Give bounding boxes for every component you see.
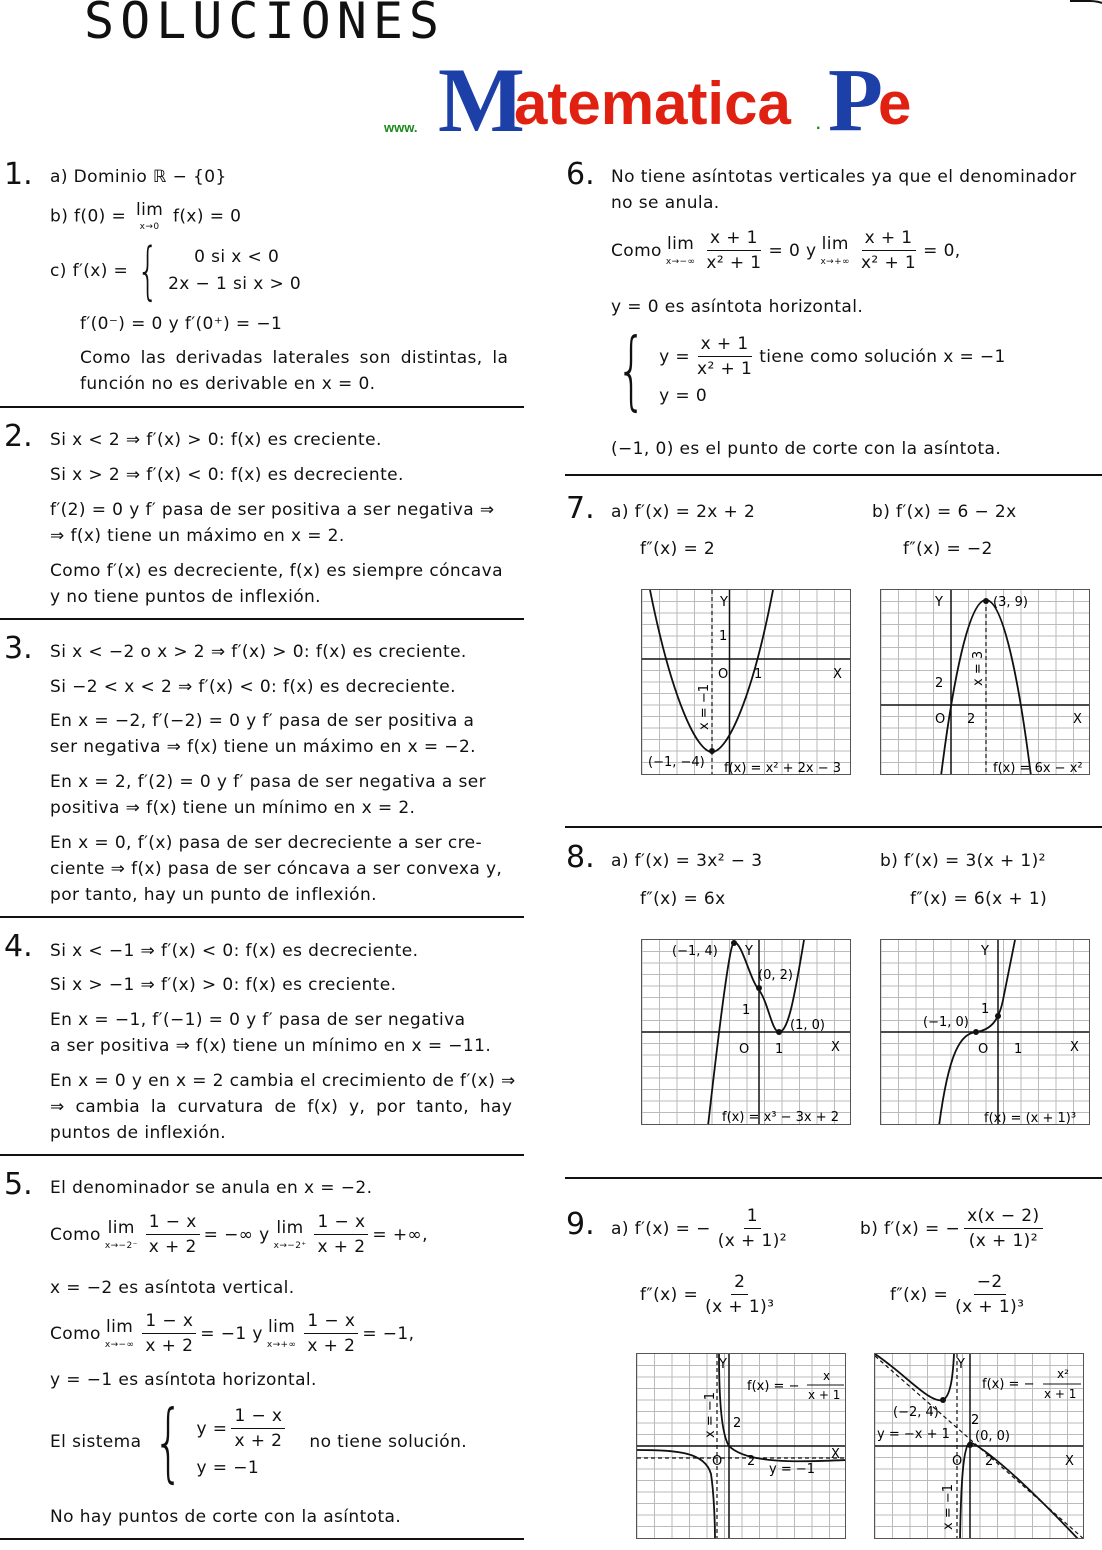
graph-8a — [641, 939, 851, 1125]
s7-a2: f″(x) = 2 — [640, 539, 716, 559]
separator — [565, 826, 1102, 828]
tick-label-x: 2 — [967, 712, 976, 727]
s3-l3: En x = −2, f′(−2) = 0 y f′ pasa de ser positiva a — [50, 711, 475, 731]
post-text: = 0, — [923, 240, 961, 261]
system-result: tiene como solución x = −1 — [759, 346, 1006, 367]
s4-l2: Si x > −1 ⇒ f′(x) > 0: f(x) es creciente. — [50, 975, 397, 995]
separator — [565, 1177, 1102, 1179]
mid-text: = −∞ y — [203, 1224, 270, 1245]
lim-sub: x→−∞ — [665, 256, 696, 267]
s3-l6: positiva ⇒ f(x) tiene un mínimo en x = 2. — [50, 798, 416, 818]
lim-word: lim — [276, 1218, 304, 1239]
tick-label-y: 2 — [971, 1413, 980, 1428]
s6-l3: y = 0 es asíntota horizontal. — [611, 297, 864, 317]
denominator: x + 2 — [307, 1336, 356, 1357]
denominator: x² + 1 — [697, 359, 753, 380]
exercise-number-8: 8. — [566, 840, 595, 875]
numerator: x + 1 — [698, 334, 752, 357]
y-equals: y = — [659, 346, 691, 367]
s5-system — [50, 1391, 468, 1492]
deriv-pre: a) f′(x) = − — [611, 1218, 711, 1239]
lim-sub: x→−2⁻ — [104, 1240, 138, 1251]
system-row-2: y = −1 — [196, 1457, 260, 1478]
limit — [820, 234, 850, 267]
asymptote-label: x = 3 — [971, 650, 986, 686]
s4-l6: ⇒ cambia la curvatura de f(x) y, por tanto, hay — [50, 1097, 513, 1117]
s8-b1: b) f′(x) = 3(x + 1)² — [880, 851, 1046, 871]
como-text: Como — [50, 1224, 101, 1245]
graph-8b — [880, 939, 1090, 1125]
s4-l3: En x = −1, f′(−1) = 0 y f′ pasa de ser negativa — [50, 1010, 466, 1030]
s3-l1: Si x < −2 o x > 2 ⇒ f′(x) > 0: f(x) es creciente. — [50, 642, 467, 662]
y-axis-label: Y — [981, 944, 989, 959]
s7-b2: f″(x) = −2 — [903, 539, 993, 559]
s4-l7: puntos de inflexión. — [50, 1123, 227, 1143]
s1-c-case2: 2x − 1 si x > 0 — [168, 273, 302, 294]
mid-text: = −1 y — [200, 1323, 263, 1344]
s3-l5: En x = 2, f′(2) = 0 y f′ pasa de ser negativa a ser — [50, 772, 487, 792]
point-label: (−1, −4) — [648, 755, 705, 770]
denominator: x + 2 — [317, 1237, 366, 1258]
function-curve-left — [637, 1450, 715, 1539]
s2-l5: Como f′(x) es decreciente, f(x) es siempre cóncava — [50, 561, 503, 581]
function-label-pre: f(x) = − — [982, 1377, 1035, 1392]
limit — [274, 1218, 307, 1251]
numerator: 1 − x — [231, 1406, 285, 1429]
tick-label-y: 1 — [981, 1002, 990, 1017]
s5-l3: y = −1 es asíntota horizontal. — [50, 1370, 317, 1390]
s6-l2: no se anula. — [611, 193, 720, 213]
s6-limits — [611, 228, 961, 274]
lim-word: lim — [821, 234, 849, 255]
fraction — [314, 1212, 368, 1258]
extremum-point — [709, 748, 715, 754]
function-label: f(x) = x³ − 3x + 2 — [722, 1110, 840, 1125]
s1-c-pre: c) f′(x) = — [50, 260, 129, 281]
intercept-point — [995, 1013, 1001, 1019]
origin-label: O — [739, 1042, 750, 1057]
fraction — [952, 1272, 1027, 1318]
s1-c-case1: 0 si x < 0 — [194, 247, 280, 268]
function-label-num: x² — [1057, 1367, 1069, 1381]
denominator: (x + 1)³ — [955, 1297, 1025, 1318]
function-label-den: x + 1 — [808, 1388, 841, 1402]
function-label: f(x) = x² + 2x − 3 — [724, 761, 842, 775]
x-axis-label: X — [1073, 712, 1082, 727]
system-row-1 — [659, 334, 1006, 380]
exercise-number-4: 4. — [4, 929, 33, 964]
s1-c — [50, 234, 302, 307]
point-label: (0, 2) — [758, 968, 793, 983]
tick-label-x: 1 — [1014, 1042, 1023, 1057]
s2-l1: Si x < 2 ⇒ f′(x) > 0: f(x) es creciente. — [50, 430, 382, 450]
s1-e1: Como las derivadas laterales son distintas, la — [80, 348, 509, 368]
s7-b1: b) f′(x) = 6 − 2x — [872, 502, 1017, 522]
left-brace: { — [153, 1391, 185, 1492]
post-text: = −1, — [362, 1323, 415, 1344]
s8-b2: f″(x) = 6(x + 1) — [910, 889, 1048, 909]
minimum-point — [967, 1442, 973, 1448]
numerator: 1 − x — [304, 1311, 358, 1334]
numerator: x(x − 2) — [964, 1206, 1042, 1229]
asymptote-label: x = −1 — [703, 1391, 718, 1438]
y-axis-label: Y — [720, 595, 728, 610]
s1-d: f′(0⁻) = 0 y f′(0⁺) = −1 — [80, 314, 283, 334]
asymptote-label: y = −x + 1 — [877, 1427, 950, 1442]
s2-l2: Si x > 2 ⇒ f′(x) < 0: f(x) es decreciente. — [50, 465, 404, 485]
tick-label-y: 2 — [733, 1416, 742, 1431]
tick-label-y: 2 — [935, 676, 944, 691]
asymptote-label: y = −1 — [769, 1462, 816, 1477]
graph-9b — [874, 1353, 1084, 1539]
fraction — [964, 1206, 1042, 1252]
exercise-number-6: 6. — [566, 157, 595, 192]
deriv-pre: f″(x) = — [640, 1284, 699, 1305]
s5-limits-horizontal — [50, 1311, 414, 1357]
s9-b2 — [890, 1272, 1031, 1318]
deriv-pre: b) f′(x) = − — [860, 1218, 961, 1239]
exercise-number-7: 7. — [566, 491, 595, 526]
denominator: x + 2 — [234, 1431, 283, 1452]
y-axis-label: Y — [935, 595, 943, 610]
minimum-point — [776, 1029, 782, 1035]
denominator: x + 2 — [145, 1336, 194, 1357]
system-text: El sistema — [50, 1431, 142, 1452]
s9-a2 — [640, 1272, 781, 1318]
limit — [267, 1317, 297, 1350]
function-curve-right — [960, 1442, 1079, 1539]
graph-9a — [636, 1353, 846, 1539]
s8-a1: a) f′(x) = 3x² − 3 — [611, 851, 763, 871]
tick-label-y: 1 — [742, 1003, 751, 1018]
logo-p: P — [828, 51, 883, 150]
origin-label: O — [712, 1454, 723, 1469]
y-axis-label: Y — [745, 944, 753, 959]
s8-a2: f″(x) = 6x — [640, 889, 726, 909]
s4-l4: a ser positiva ⇒ f(x) tiene un mínimo en x = −11. — [50, 1036, 492, 1056]
post-text: = +∞, — [372, 1224, 428, 1245]
origin-label: O — [935, 712, 946, 727]
origin-label: O — [978, 1042, 989, 1057]
numerator: x + 1 — [862, 228, 916, 251]
x-axis-label: X — [833, 667, 842, 682]
lim-word: lim — [666, 234, 695, 255]
exercise-number-9: 9. — [566, 1207, 595, 1242]
logo-m: M — [438, 49, 525, 151]
fraction — [715, 1206, 790, 1252]
tick-label-x: 1 — [775, 1042, 784, 1057]
s5-limits-vertical — [50, 1212, 428, 1258]
s5-l2: x = −2 es asíntota vertical. — [50, 1278, 295, 1298]
s5-l1: El denominador se anula en x = −2. — [50, 1178, 373, 1198]
graph-7a — [641, 589, 851, 775]
s5-l4: No hay puntos de corte con la asíntota. — [50, 1507, 402, 1527]
numerator: 1 − x — [142, 1311, 196, 1334]
x-axis-label: X — [1065, 1454, 1074, 1469]
system-equations — [197, 1406, 290, 1478]
logo-e: e — [878, 70, 912, 137]
mid-text: = 0 y — [768, 240, 817, 261]
numerator: 2 — [731, 1272, 748, 1295]
maximum-point — [731, 940, 737, 946]
extremum-point — [983, 598, 989, 604]
denominator: x² + 1 — [860, 253, 917, 274]
logo-www: www. — [384, 120, 418, 135]
logo-text: atematica — [514, 70, 791, 137]
limit — [105, 1317, 135, 1350]
denominator: x² + 1 — [706, 253, 762, 274]
s3-l7: En x = 0, f′(x) pasa de ser decreciente a ser cre- — [50, 833, 483, 853]
limit — [105, 1218, 138, 1251]
origin-label: O — [952, 1454, 963, 1469]
s1-b-post: f(x) = 0 — [172, 206, 242, 227]
s1-b-pre: b) f(0) = — [50, 206, 127, 227]
fraction — [858, 228, 919, 274]
page-title: SOLUCIONES — [84, 0, 446, 50]
point-label: (−2, 4) — [893, 1405, 939, 1420]
system-row-1 — [197, 1406, 290, 1452]
tick-label-x: 1 — [754, 667, 763, 682]
left-brace: { — [616, 319, 647, 420]
s1-a: a) Dominio ℝ − {0} — [50, 167, 227, 187]
s7-a1: a) f′(x) = 2x + 2 — [611, 502, 756, 522]
separator — [0, 916, 524, 918]
exercise-number-3: 3. — [4, 631, 33, 666]
function-label: f(x) = (x + 1)³ — [984, 1111, 1077, 1125]
numerator: x + 1 — [707, 228, 761, 251]
s2-l6: y no tiene puntos de inflexión. — [50, 587, 321, 607]
asymptote-label: x = −1 — [941, 1483, 956, 1530]
s2-l4: ⇒ f(x) tiene un máximo en x = 2. — [50, 526, 345, 546]
s3-l8: ciente ⇒ f(x) pasa de ser cóncava a ser convexa y, — [50, 859, 503, 879]
exercise-number-5: 5. — [4, 1167, 33, 1202]
numerator: −2 — [974, 1272, 1006, 1295]
s1-b-limit — [136, 200, 163, 233]
system-row-2: y = 0 — [659, 385, 708, 406]
lim-word: lim — [107, 1218, 135, 1239]
left-brace: { — [137, 234, 160, 307]
function-label-den: x + 1 — [1044, 1387, 1077, 1401]
point-label: (−1, 0) — [923, 1015, 969, 1030]
denominator: x + 2 — [148, 1237, 197, 1258]
s9-b1 — [860, 1206, 1047, 1252]
fraction — [694, 334, 755, 380]
s1-b — [50, 200, 241, 233]
inflection-point — [756, 985, 762, 991]
como-text: Como — [611, 240, 662, 261]
separator — [0, 406, 524, 408]
lim-word: lim — [268, 1317, 296, 1338]
s6-l1: No tiene asíntotas verticales ya que el denominador — [611, 167, 1077, 187]
fraction — [304, 1311, 358, 1357]
fraction — [703, 228, 764, 274]
separator — [0, 618, 524, 620]
como-text: Como — [50, 1323, 101, 1344]
system-equations — [659, 334, 1006, 406]
site-logo[interactable] — [384, 49, 924, 151]
origin-label: O — [718, 667, 729, 682]
s1-e2: función no es derivable en x = 0. — [80, 374, 376, 394]
fraction — [702, 1272, 777, 1318]
s4-l1: Si x < −1 ⇒ f′(x) < 0: f(x) es decreciente. — [50, 941, 419, 961]
denominator: (x + 1)² — [968, 1231, 1038, 1252]
system-result: no tiene solución. — [309, 1431, 468, 1452]
function-label: f(x) = 6x − x² — [993, 761, 1083, 775]
deriv-pre: f″(x) = — [890, 1284, 949, 1305]
fraction — [142, 1311, 196, 1357]
x-axis-label: X — [831, 1447, 840, 1462]
s6-l4: (−1, 0) es el punto de corte con la asíntota. — [611, 439, 1002, 459]
s2-l3: f′(2) = 0 y f′ pasa de ser positiva a ser negativa ⇒ — [50, 500, 495, 520]
function-label-pre: f(x) = − — [747, 1379, 800, 1394]
s3-l2: Si −2 < x < 2 ⇒ f′(x) < 0: f(x) es decreciente. — [50, 677, 456, 697]
y-axis-label: Y — [719, 1357, 727, 1372]
separator — [565, 474, 1102, 476]
graph-7b — [880, 589, 1090, 775]
exercise-number-1: 1. — [4, 157, 33, 192]
s1-c-cases — [168, 247, 301, 294]
lim-word: lim — [105, 1317, 134, 1338]
denominator: (x + 1)² — [717, 1231, 787, 1252]
y-axis-label: Y — [957, 1357, 965, 1372]
exercise-number-2: 2. — [4, 419, 33, 454]
s3-l4: ser negativa ⇒ f(x) tiene un máximo en x = −2. — [50, 737, 476, 757]
separator — [0, 1154, 524, 1156]
lim-word: lim — [135, 200, 164, 220]
point-label: (0, 0) — [975, 1429, 1010, 1444]
lim-sub: x→0 — [139, 222, 160, 233]
maximum-point — [940, 1397, 946, 1403]
s4-l5: En x = 0 y en x = 2 cambia el crecimiento de f′(x) ⇒ — [50, 1071, 516, 1091]
inflection-point — [973, 1029, 979, 1035]
asymptote-label: x = −1 — [697, 683, 712, 730]
denominator: (x + 1)³ — [705, 1297, 775, 1318]
lim-sub: x→−∞ — [104, 1339, 135, 1350]
point-label: (−1, 4) — [672, 944, 718, 959]
function-label-num: x — [823, 1369, 831, 1383]
fraction — [231, 1406, 285, 1452]
page-corner-border — [1070, 0, 1102, 60]
lim-sub: x→+∞ — [266, 1339, 297, 1350]
lim-sub: x→+∞ — [820, 256, 850, 267]
tick-label-x: 2 — [747, 1454, 756, 1469]
numerator: 1 — [744, 1206, 761, 1229]
tick-label-y: 1 — [719, 629, 728, 644]
x-axis-label: X — [1070, 1040, 1079, 1055]
y-equals: y = — [196, 1418, 228, 1439]
numerator: 1 − x — [314, 1212, 368, 1235]
numerator: 1 − x — [146, 1212, 200, 1235]
point-label: (1, 0) — [790, 1018, 825, 1033]
s9-a1 — [611, 1206, 794, 1252]
fraction — [146, 1212, 200, 1258]
tick-label-x: 2 — [985, 1454, 994, 1469]
lim-sub: x→−2⁺ — [273, 1240, 307, 1251]
s3-l9: por tanto, hay un punto de inflexión. — [50, 885, 377, 905]
separator — [0, 1538, 524, 1540]
s6-system — [604, 319, 1006, 420]
point-label: (3, 9) — [993, 595, 1028, 610]
x-axis-label: X — [831, 1040, 840, 1055]
limit — [666, 234, 696, 267]
logo-dot: . — [816, 116, 821, 133]
